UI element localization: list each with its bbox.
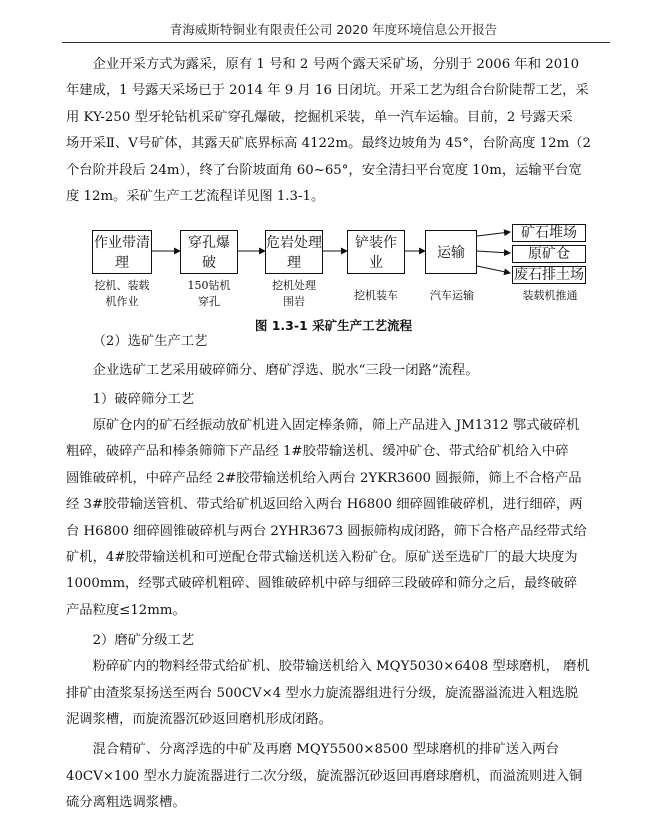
flow-output-ore-yard: 矿石堆场: [512, 224, 586, 242]
flow-step-rock-handling: 危岩处理 理: [265, 230, 323, 274]
subsection-heading: 1）破碎筛分工艺: [92, 392, 195, 407]
intro-line: 场开采Ⅱ、Ⅴ号矿体，其露天矿底界标高 4122m。最终边坡角为 45°，台阶高度 12m（2: [66, 136, 591, 152]
flow-output-waste-dump: 废石排土场: [514, 267, 584, 283]
flow-step-transport: 运输: [425, 230, 477, 274]
crushing-paragraph: [66, 413, 608, 624]
crush-line: 产品粒度≤12mm。: [66, 602, 186, 618]
crush-line: 台 H6800 细碎圆锥破碎机与两台 2YHR3673 圆振筛构成闭路，筛下合格产品经带式给: [66, 523, 587, 539]
flow-caption: 150钻机 穿孔: [187, 279, 231, 308]
crush-line: 经 3#胶带输送管机、带式给矿机返回给入两台 H6800 细碎圆锥破碎机，进行细碎，两: [66, 497, 583, 513]
crush-line: 1000mm，经鄂式破碎机粗碎、圆锥破碎机中碎与细碎三段破碎和筛分之后，最终破碎: [66, 576, 578, 592]
intro-line: 用 KY-250 型牙轮钻机采矿穿孔爆破，挖掘机采装，单一汽车运输。目前，2 号露天采: [66, 109, 573, 125]
flow-caption: 汽车运输: [430, 289, 474, 302]
regrind-paragraph: [66, 737, 608, 816]
flow-caption: 挖机装车: [354, 289, 398, 302]
grinding-paragraph: [66, 654, 608, 733]
intro-line: 度 12m。采矿生产工艺流程详见图 1.3-1。: [66, 189, 325, 205]
crush-line: 原矿仓内的矿石经振动放矿机进入固定棒条筛，筛上产品进入 JM1312 鄂式破碎机: [92, 418, 580, 433]
flow-output-raw-ore-bin: 原矿仓: [512, 245, 586, 263]
section-2: [66, 329, 608, 817]
intro-paragraph: [66, 52, 608, 210]
flow-caption: 挖机、装载 机作业: [94, 279, 150, 308]
flow-caption: 装载机推通: [522, 289, 578, 302]
mix-line: 混合精矿、分离浮选的中矿及再磨 MQY5500×8500 型球磨机的排矿送入两台: [92, 742, 559, 758]
intro-line: 企业开采方式为露采，原有 1 号和 2 号两个露天采矿场，分别于 2006 年和 2010: [92, 57, 580, 72]
header-divider: [62, 42, 610, 43]
grind-line: 粉碎矿内的物料经带式给矿机、胶带输送机给入 MQY5030×6408 型球磨机， 磨机: [92, 659, 590, 675]
crush-line: 圆锥破碎机，中碎产品经 2#胶带输送机给入两台 2YKR3600 圆振筛，筛上不合格产品: [66, 470, 582, 486]
flow-arrow: [477, 266, 510, 273]
section-heading: （2）选矿生产工艺: [92, 334, 208, 349]
section-intro: 企业选矿工艺采用破碎筛分、磨矿浮选、脱水“三段一闭路”流程。: [92, 363, 479, 378]
mix-line: 硫分离粗选调浆槽。: [66, 795, 186, 811]
figure-caption: 图 1.3-1 采矿生产工艺流程: [254, 318, 413, 333]
intro-line: 年建成，1 号露天采场已于 2014 年 9 月 16 日闭坑。开采工艺为组合台阶陡帮工艺，采: [66, 83, 589, 99]
intro-line: 个台阶并段后 24m），终了台阶坡面角 60~65°，安全清扫平台宽度 10m，运输平台宽: [66, 162, 582, 178]
flow-arrow: [477, 232, 510, 236]
flow-step-drilling-blasting: 穿孔爆 破: [180, 230, 238, 274]
flow-step-loading: 铲装作 业: [347, 230, 405, 274]
page-header: 青海威斯特铜业有限责任公司 2020 年度环境信息公开报告: [169, 22, 498, 37]
grind-line: 泥调浆槽，而旋流器沉砂返回磨机形成闭路。: [66, 712, 332, 728]
mix-line: 40CV×100 型水力旋流器进行二次分级，旋流器沉砂返回再磨球磨机，而溢流则进入铜: [66, 768, 583, 784]
grind-line: 排矿由渣浆泵扬送至两台 500CV×4 型水力旋流器组进行分级，旋流器溢流进入粗选脱: [66, 685, 579, 701]
flow-step-clearing: 作业带清 理: [92, 230, 152, 274]
crush-line: 粗碎，破碎产品和棒条筛筛下产品经 1#胶带输送机、缓冲矿仓、带式给矿机给入中碎: [66, 444, 569, 460]
flow-caption: 挖机处理 围岩: [272, 279, 316, 308]
subsection-heading: 2）磨矿分级工艺: [92, 633, 195, 649]
crush-line: 矿机，4#胶带输送机和可逆配仓带式输送机送入粉矿仓。原矿送至选矿厂的最大块度为: [66, 550, 578, 566]
flow-arrow: [477, 251, 510, 253]
